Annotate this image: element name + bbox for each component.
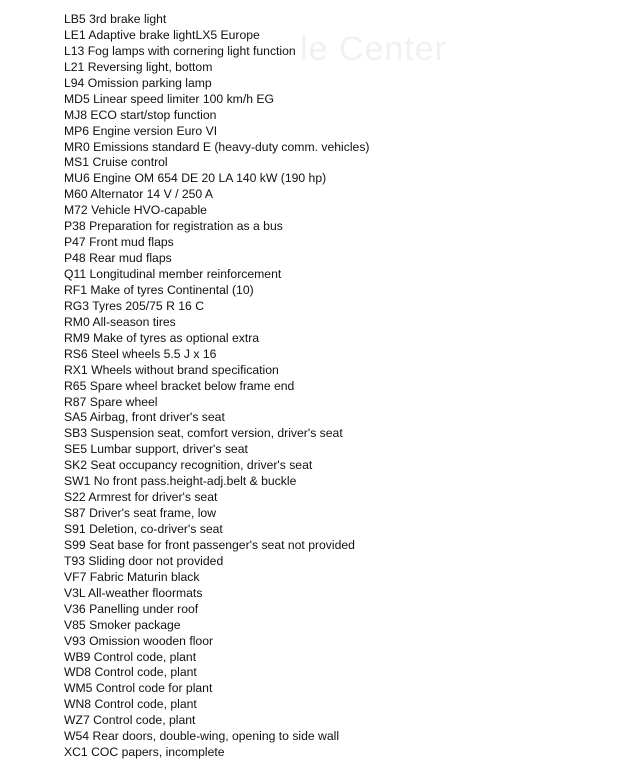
list-item: SW1 No front pass.height-adj.belt & buckle — [64, 474, 297, 489]
list-item: S87 Driver's seat frame, low — [64, 506, 217, 521]
list-item: XC1 COC papers, incomplete — [64, 745, 225, 760]
list-item: L13 Fog lamps with cornering light function — [64, 43, 296, 58]
list-item: W54 Rear doors, double-wing, opening to side wall — [64, 729, 340, 744]
watermark: le Center — [300, 30, 447, 68]
list-item: P47 Front mud flaps — [64, 235, 174, 250]
list-item: P48 Rear mud flaps — [64, 251, 172, 266]
list-item: RS6 Steel wheels 5.5 J x 16 — [64, 346, 217, 361]
list-item: R87 Spare wheel — [64, 394, 158, 409]
list-item: S22 Armrest for driver's seat — [64, 490, 218, 505]
list-item: WZ7 Control code, plant — [64, 713, 196, 728]
list-item: MD5 Linear speed limiter 100 km/h EG — [64, 91, 274, 106]
list-item: V36 Panelling under roof — [64, 601, 199, 616]
list-item: RM9 Make of tyres as optional extra — [64, 330, 260, 345]
list-item: S91 Deletion, co-driver's seat — [64, 522, 223, 536]
list-item: P38 Preparation for registration as a bus — [64, 219, 283, 234]
list-item: L21 Reversing light, bottom — [64, 59, 213, 74]
list-item: RM0 All-season tires — [64, 314, 176, 329]
list-item: MR0 Emissions standard E (heavy-duty comm. vehicles) — [64, 139, 370, 154]
list-item: SE5 Lumbar support, driver's seat — [64, 442, 248, 457]
equipment-code-list — [64, 12, 369, 761]
list-item: MS1 Cruise control — [64, 155, 168, 170]
list-item: WN8 Control code, plant — [64, 697, 197, 712]
list-item: SK2 Seat occupancy recognition, driver's seat — [64, 458, 313, 473]
list-item: MP6 Engine version Euro VI — [64, 123, 218, 138]
list-item: M72 Vehicle HVO-capable — [64, 203, 207, 218]
list-item: WB9 Control code, plant — [64, 649, 197, 664]
list-item: M60 Alternator 14 V / 250 A — [64, 187, 214, 202]
list-item: L94 Omission parking lamp — [64, 75, 212, 90]
list-item: RX1 Wheels without brand specification — [64, 362, 279, 377]
list-item: WM5 Control code for plant — [64, 681, 213, 696]
list-item: V93 Omission wooden floor — [64, 633, 214, 648]
list-item: LB5 3rd brake light — [64, 12, 167, 26]
list-item: MJ8 ECO start/stop function — [64, 107, 217, 122]
list-item: R65 Spare wheel bracket below frame end — [64, 378, 295, 393]
list-item: SA5 Airbag, front driver's seat — [64, 410, 225, 425]
list-item: T93 Sliding door not provided — [64, 553, 224, 568]
list-item: RF1 Make of tyres Continental (10) — [64, 282, 254, 297]
list-item: RG3 Tyres 205/75 R 16 C — [64, 298, 205, 313]
list-item: SB3 Suspension seat, comfort version, driver's seat — [64, 426, 343, 441]
list-item: V85 Smoker package — [64, 617, 181, 632]
list-item: LE1 Adaptive brake lightLX5 Europe — [64, 27, 260, 42]
list-item: S99 Seat base for front passenger's seat not provided — [64, 537, 355, 552]
list-item: Q11 Longitudinal member reinforcement — [64, 267, 282, 281]
list-item: VF7 Fabric Maturin black — [64, 569, 200, 584]
list-item: MU6 Engine OM 654 DE 20 LA 140 kW (190 hp) — [64, 171, 327, 186]
list-item: WD8 Control code, plant — [64, 665, 197, 680]
list-item: V3L All-weather floormats — [64, 585, 203, 600]
